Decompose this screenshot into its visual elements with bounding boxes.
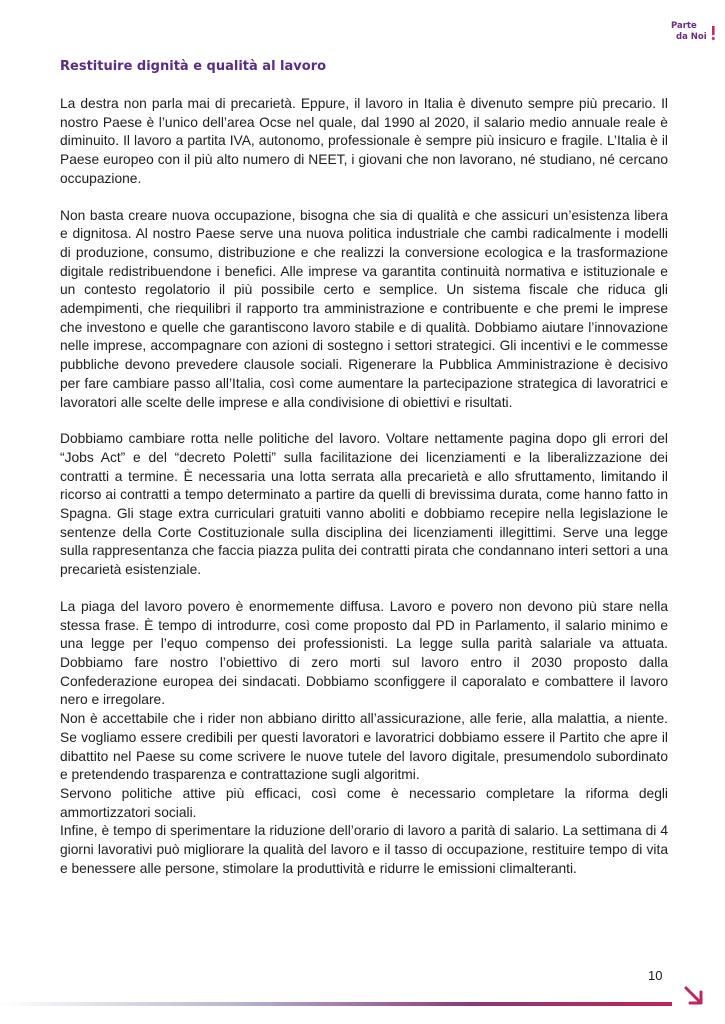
paragraph-riders: Non è accettabile che i rider non abbiano diritto all’assicurazione, alle ferie, alla malattia, a niente. Se vogliamo essere credibili per questi lavoratori e lavoratrici dobbiamo essere il Partito che apre il dibattito nel Paese su come scrivere le nuove tutele del lavoro digitale, presumendolo subordinato e pretendendo trasparenza e contrattazione sugli algoritmi. (60, 711, 668, 783)
logo-line-1: Parte (671, 21, 697, 31)
main-content (60, 58, 668, 878)
arrow-down-right-icon (680, 982, 708, 1010)
paragraph-labour-policies: Dobbiamo cambiare rotta nelle politiche del lavoro. Voltare nettamente pagina dopo gli errori del “Jobs Act” e del “decreto Poletti” sulla facilitazione dei licenziamenti e la liberalizzazione dei contratti a termine. È necessaria una lotta serrata alla precarietà e allo sfruttamento, limitando il ricorso ai contratti a tempo determinato a partire da quelli di brevissima durata, come hanno fatto in Spagna. Gli stage extra curriculari gratuiti vanno aboliti e dobbiamo recepire nella legislazione le sentenze della Corte Costituzionale sulla disciplina dei licenziamenti illegittimi. Serve una legge sulla rappresentanza che faccia piazza pulita dei contratti pirata che condannano interi settori a una precarietà esistenziale. (60, 431, 668, 578)
parte-da-noi-logo (667, 18, 717, 44)
logo-line-2: da Noi (676, 32, 707, 42)
paragraph-active-policies: Servono politiche attive più efficaci, così come è necessario completare la riforma degli ammortizzatori sociali. (60, 785, 668, 820)
paragraph-working-poor: La piaga del lavoro povero è enormemente diffusa. Lavoro e povero non devono più stare nella stessa frase. È tempo di introdurre, così come proposto dal PD in Parlamento, il salario minimo e una legge per l’equo compenso dei professionisti. La legge sulla parità salariale va attuata. Dobbiamo fare nostro l’obiettivo di zero morti sul lavoro entro il 2030 proposto dalla Confederazione europea dei sindacati. Dobbiamo sconfiggere il caporalato e combattere il lavoro nero e irregolare. (60, 598, 668, 708)
page-number: 10 (648, 968, 663, 983)
paragraph-industrial-policy: Non basta creare nuova occupazione, bisogna che sia di qualità e che assicuri un’esistenza libera e dignitosa. Al nostro Paese serve una nuova politica industriale che cambi radicalmente i modelli di produzione, consumo, distribuzione e che realizzi la conversione ecologica e la trasformazione digitale redistribuendone i benefici. Alle imprese va garantita continuità normativa e istituzionale e un contesto regolatorio il più possibile certo e semplice. Un sistema fiscale che riduca gli adempimenti, che riequilibri il rapporto tra amministrazione e contribuente e che premi le imprese che investono e quelle che garantiscono lavoro stabile e di qualità. Dobbiamo aiutare l’innovazione nelle imprese, accompagnare con azioni di sostegno i settori strategici. Gli incentivi e le commesse pubbliche devono prevedere clausole sociali. Rigenerare la Pubblica Amministrazione è decisivo per fare cambiare passo all’Italia, così come aumentare la partecipazione strategica di lavoratrici e lavoratori alle scelte delle imprese e alla condivisione di obiettivi e risultati. (60, 207, 668, 410)
paragraph-precarity: La destra non parla mai di precarietà. Eppure, il lavoro in Italia è divenuto sempre più precario. Il nostro Paese è l’unico dell’area Ocse nel quale, dal 1990 al 2020, il salario medio annuale reale è diminuito. Il lavoro a partita IVA, autonomo, professionale è sempre più insicuro e fragile. L’Italia è il Paese europeo con il più alto numero di NEET, i giovani che non lavorano, né studiano, né cercano occupazione. (60, 96, 668, 186)
section-heading: Restituire dignità e qualità al lavoro (60, 59, 327, 74)
bottom-gradient-bar (0, 1002, 672, 1006)
paragraph-working-hours: Infine, è tempo di sperimentare la riduzione dell’orario di lavoro a parità di salario. La settimana di 4 giorni lavorativi può migliorare la qualità del lavoro e il tasso di occupazione, restituire tempo di vita e benessere alle persone, stimolare la produttività e ridurre le emissioni climalteranti. (60, 823, 668, 876)
logo-exclamation-mark (712, 26, 715, 35)
logo-exclamation-dot (712, 37, 715, 40)
